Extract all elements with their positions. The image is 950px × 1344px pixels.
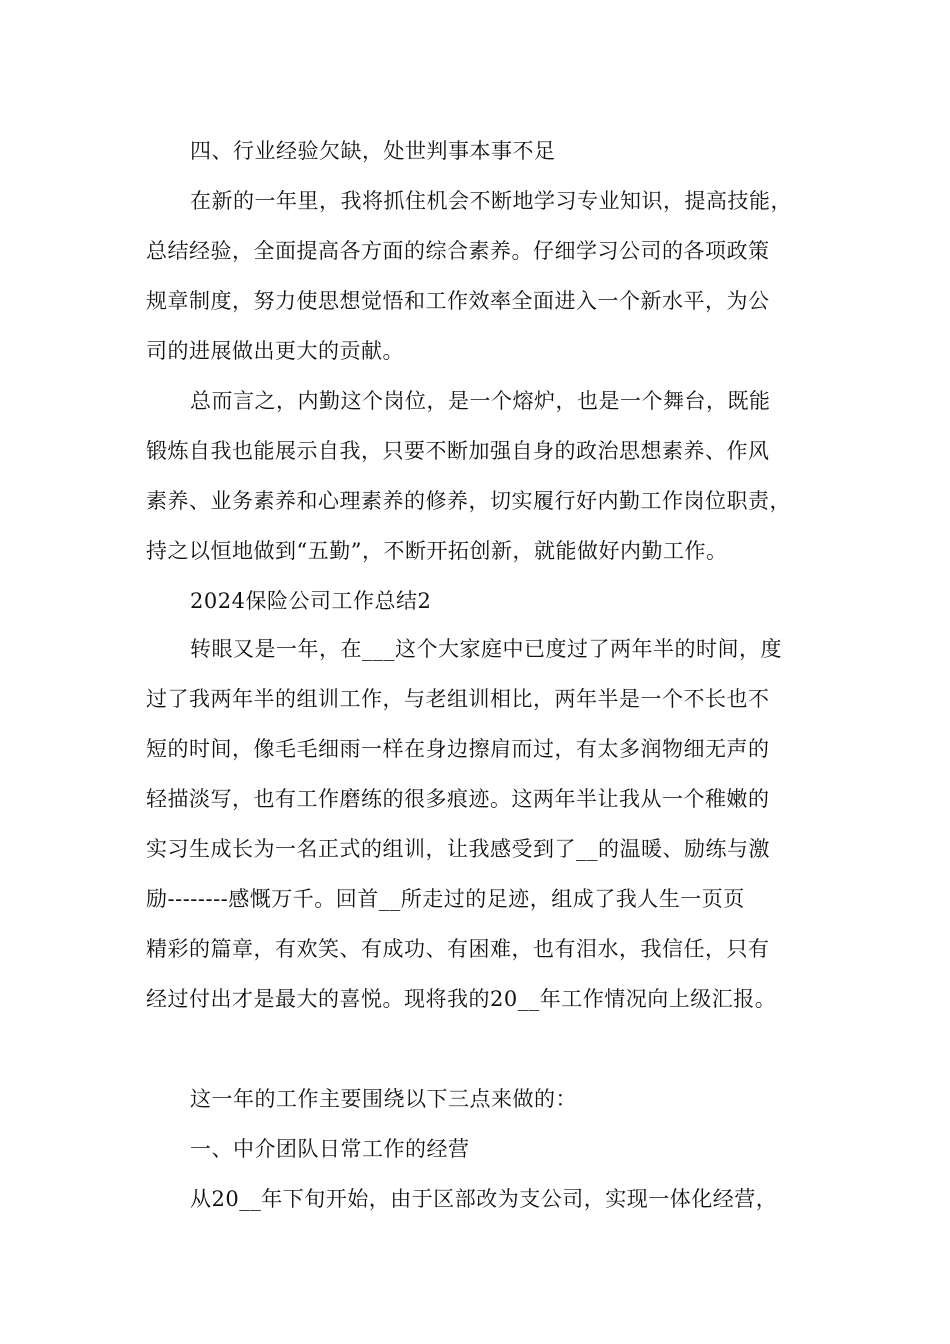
section-heading-one [146, 1124, 806, 1174]
text-line: 转眼又是一年，在___这个大家庭中已度过了两年半的时间，度 [190, 637, 782, 661]
text-line: 持之以恒地做到“五勤”，不断开拓创新，就能做好内勤工作。 [146, 539, 728, 563]
text-line: 司的进展做出更大的贡献。 [146, 339, 404, 363]
paragraph-new-year-plan [146, 176, 806, 376]
text-line: 过了我两年半的组训工作，与老组训相比，两年半是一个不长也不 [146, 687, 770, 711]
text-line: 从20__年下旬开始，由于区部改为支公司，实现一体化经营， [190, 1187, 778, 1211]
text-line: 2024保险公司工作总结2 [190, 589, 432, 613]
text-line: 精彩的篇章，有欢笑、有成功、有困难，也有泪水，我信任，只有 [146, 937, 770, 961]
text-line: 总而言之，内勤这个岗位，是一个熔炉，也是一个舞台，既能 [190, 389, 771, 413]
paragraph-from [146, 1174, 806, 1224]
text-line: 实习生成长为一名正式的组训，让我感受到了__的温暖、励练与激 [146, 837, 770, 861]
section-heading-four [146, 126, 806, 176]
text-line: 规章制度，努力使思想觉悟和工作效率全面进入一个新水平，为公 [146, 289, 770, 313]
text-line: 素养、业务素养和心理素养的修养，切实履行好内勤工作岗位职责， [146, 489, 791, 513]
document-title-2 [146, 576, 806, 626]
text-line: 经过付出才是最大的喜悦。现将我的20__年工作情况向上级汇报。 [146, 987, 777, 1011]
text-line: 在新的一年里，我将抓住机会不断地学习专业知识，提高技能， [190, 189, 792, 213]
paragraph-intro [146, 624, 806, 1024]
text-line: 锻炼自我也能展示自我，只要不断加强自身的政治思想素养、作风 [146, 439, 770, 463]
text-line: 短的时间，像毛毛细雨一样在身边擦肩而过，有太多润物细无声的 [146, 737, 770, 761]
text-line: 励--------感慨万千。回首__所走过的足迹，组成了我人生一页页 [146, 887, 745, 911]
text-line: 这一年的工作主要围绕以下三点来做的： [190, 1087, 577, 1111]
text-line: 总结经验，全面提高各方面的综合素养。仔细学习公司的各项政策 [146, 239, 770, 263]
paragraph-summary [146, 376, 806, 576]
text-line: 四、行业经验欠缺，处世判事本事不足 [190, 139, 556, 163]
paragraph-three-points [146, 1074, 806, 1124]
text-line: 轻描淡写，也有工作磨练的很多痕迹。这两年半让我从一个稚嫩的 [146, 787, 770, 811]
text-line: 一、中介团队日常工作的经营 [190, 1137, 470, 1161]
